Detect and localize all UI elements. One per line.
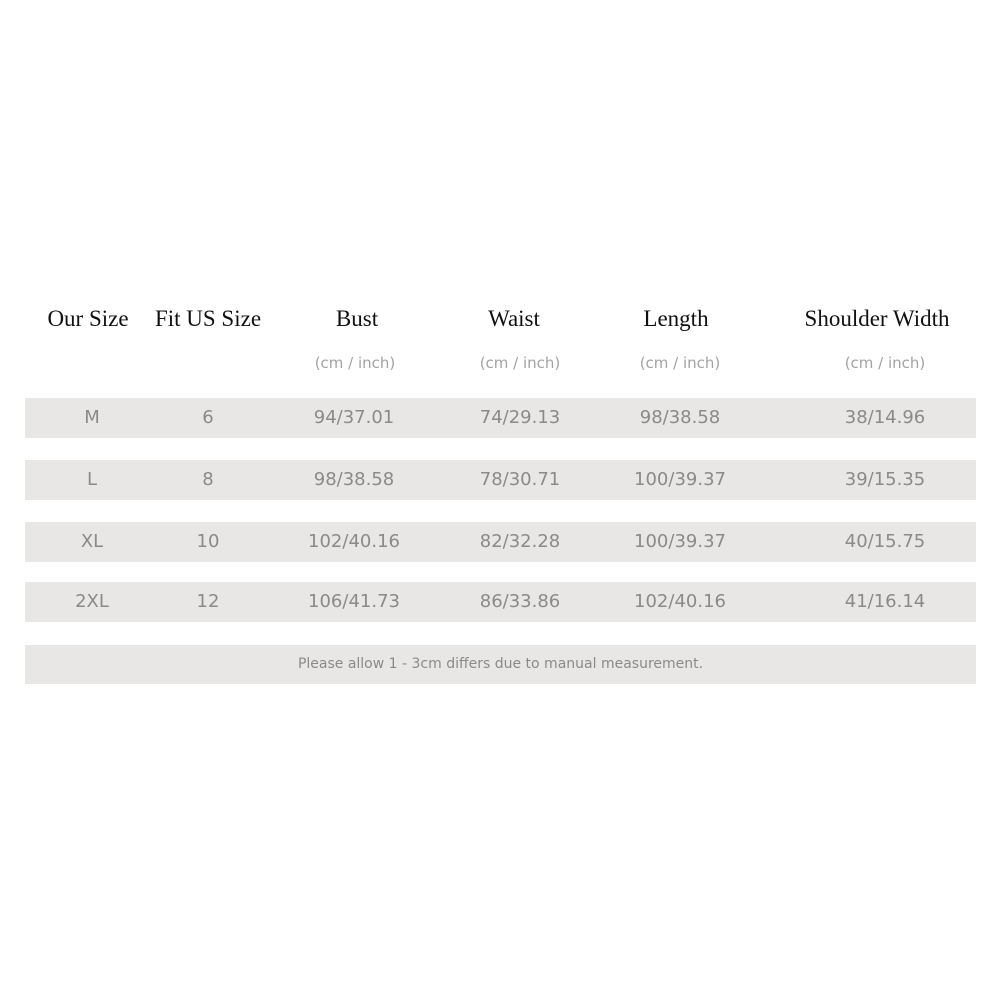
- cell-waist: 82/32.28: [479, 531, 561, 552]
- cell-our-size: 2XL: [75, 591, 109, 612]
- cell-our-size: XL: [80, 531, 104, 552]
- cell-shoulder-width: 39/15.35: [844, 469, 926, 490]
- cell-shoulder-width: 41/16.14: [844, 591, 926, 612]
- unit-label-waist: (cm / inch): [479, 354, 561, 372]
- header-shoulder-width: Shoulder Width: [804, 306, 950, 331]
- unit-label-shoulder-width: (cm / inch): [844, 354, 926, 372]
- cell-length: 102/40.16: [634, 591, 726, 612]
- table-row: [25, 398, 976, 438]
- cell-bust: 94/37.01: [313, 407, 395, 428]
- header-fit-us-size: Fit US Size: [154, 306, 262, 331]
- header-bust: Bust: [335, 306, 379, 331]
- table-row: [25, 582, 976, 622]
- unit-label-length: (cm / inch): [639, 354, 721, 372]
- cell-bust: 102/40.16: [308, 531, 400, 552]
- cell-fit-us-size: 6: [202, 407, 214, 428]
- header-our-size: Our Size: [47, 306, 129, 331]
- measurement-note-text: Please allow 1 - 3cm differs due to manual measurement.: [297, 656, 704, 672]
- cell-our-size: L: [86, 469, 98, 490]
- measurement-note: [25, 645, 976, 684]
- cell-bust: 106/41.73: [308, 591, 400, 612]
- table-row: [25, 522, 976, 562]
- cell-our-size: M: [84, 407, 100, 428]
- cell-bust: 98/38.58: [313, 469, 395, 490]
- cell-length: 98/38.58: [639, 407, 721, 428]
- cell-waist: 86/33.86: [479, 591, 561, 612]
- cell-waist: 74/29.13: [479, 407, 561, 428]
- table-row: [25, 460, 976, 500]
- cell-fit-us-size: 12: [196, 591, 220, 612]
- cell-waist: 78/30.71: [479, 469, 561, 490]
- cell-fit-us-size: 10: [196, 531, 220, 552]
- cell-fit-us-size: 8: [202, 469, 214, 490]
- cell-length: 100/39.37: [634, 531, 726, 552]
- cell-length: 100/39.37: [634, 469, 726, 490]
- header-length: Length: [643, 306, 709, 331]
- unit-label-bust: (cm / inch): [314, 354, 396, 372]
- cell-shoulder-width: 40/15.75: [844, 531, 926, 552]
- cell-shoulder-width: 38/14.96: [844, 407, 926, 428]
- header-waist: Waist: [488, 306, 540, 331]
